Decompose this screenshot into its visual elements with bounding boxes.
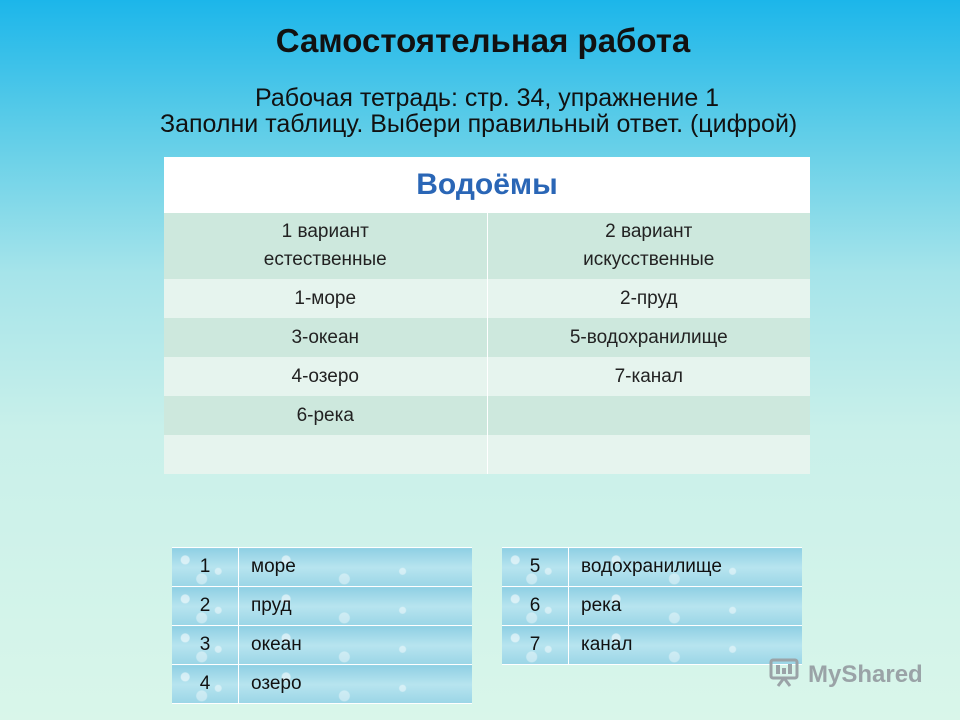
header-variant-1-title: 1 вариант (281, 221, 369, 242)
word-number: 2 (172, 587, 239, 626)
word-label: озеро (239, 665, 473, 704)
table-cell: 1-море (164, 279, 487, 318)
word-label: канал (569, 626, 803, 665)
header-variant-2 (487, 213, 810, 279)
table-row (164, 279, 810, 318)
word-number: 5 (502, 548, 569, 587)
table-cell: 3-океан (164, 318, 487, 357)
table-cell (487, 435, 810, 474)
table-row (164, 396, 810, 435)
word-label: река (569, 587, 803, 626)
table-cell: 2-пруд (487, 279, 810, 318)
table-cell: 5-водохранилище (487, 318, 810, 357)
table-cell: 7-канал (487, 357, 810, 396)
subtitle-instructions: Заполни таблицу. Выбери правильный ответ. (цифрой) (160, 110, 798, 138)
word-label: море (239, 548, 473, 587)
water-bodies-table (164, 157, 810, 474)
table-cell: 4-озеро (164, 357, 487, 396)
header-variant-1 (164, 213, 487, 279)
table-heading: Водоёмы (164, 157, 810, 213)
word-row (172, 626, 472, 665)
table-row (164, 318, 810, 357)
subtitle-workbook: Рабочая тетрадь: стр. 34, упражнение 1 (255, 84, 720, 112)
word-list-right (502, 547, 802, 665)
watermark-logo (768, 657, 923, 693)
word-number: 6 (502, 587, 569, 626)
word-row (172, 548, 472, 587)
watermark-text: MyShared (808, 661, 923, 688)
word-list-left (172, 547, 472, 704)
table-cell (164, 435, 487, 474)
word-row (502, 626, 802, 665)
table-cell: 6-река (164, 396, 487, 435)
word-row (502, 548, 802, 587)
word-row (502, 587, 802, 626)
word-number: 3 (172, 626, 239, 665)
page-title: Самостоятельная работа (275, 22, 691, 59)
word-number: 1 (172, 548, 239, 587)
word-label: пруд (239, 587, 473, 626)
word-number: 7 (502, 626, 569, 665)
table-header-row (164, 213, 810, 279)
word-row (172, 665, 472, 704)
table-row (164, 435, 810, 474)
header-variant-2-title: 2 вариант (605, 221, 693, 242)
header-variant-1-subtitle: естественные (263, 249, 387, 270)
word-row (172, 587, 472, 626)
word-number: 4 (172, 665, 239, 704)
table-cell (487, 396, 810, 435)
table-row (164, 357, 810, 396)
word-label: океан (239, 626, 473, 665)
word-label: водохранилище (569, 548, 803, 587)
header-variant-2-subtitle: искусственные (583, 249, 715, 270)
presentation-screen-icon (768, 655, 802, 696)
